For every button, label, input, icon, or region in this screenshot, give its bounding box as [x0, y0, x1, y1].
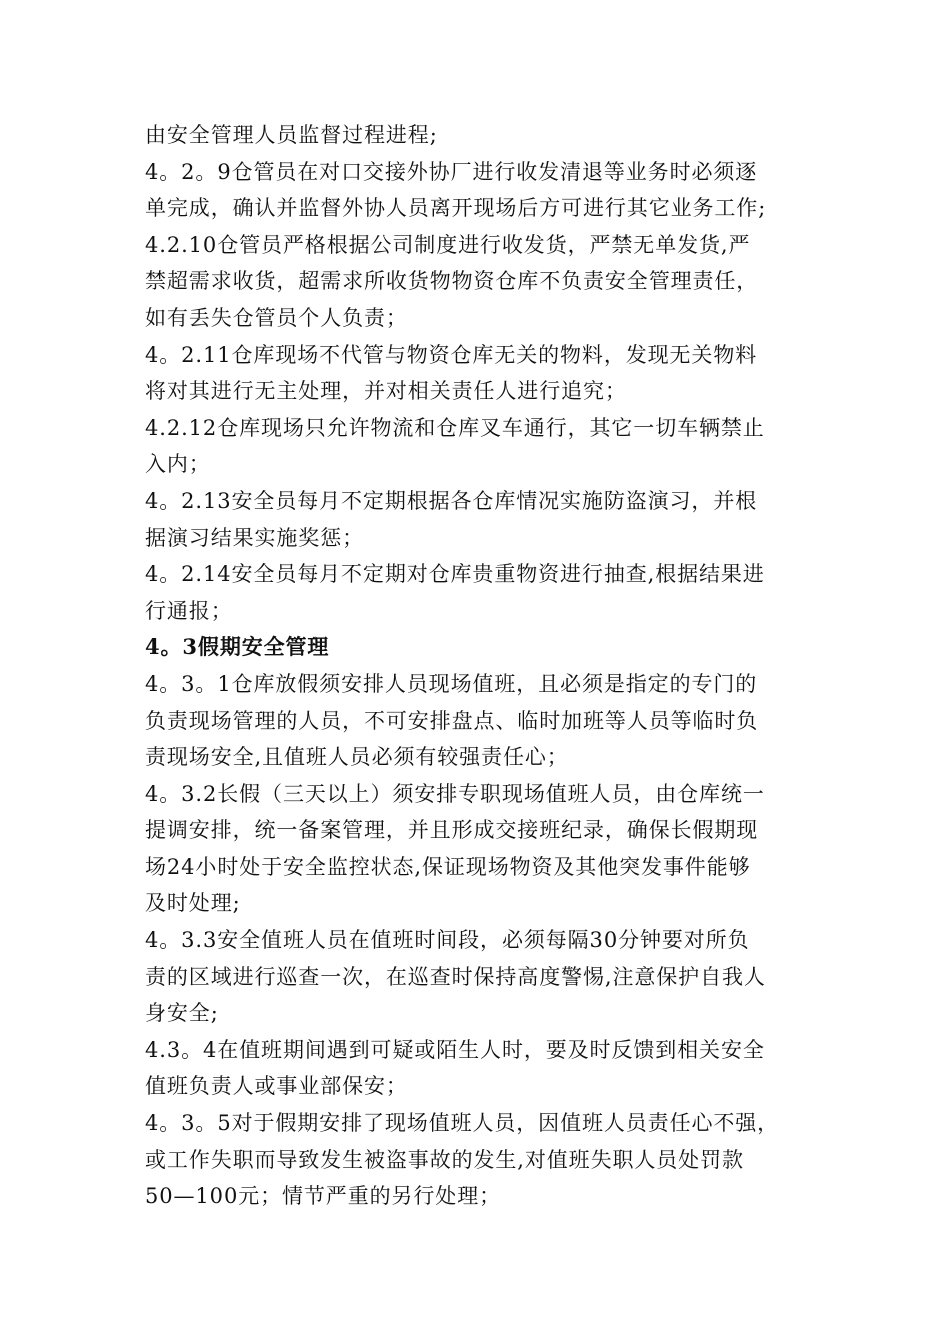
text-line: 提调安排，统一备案管理，并且形成交接班纪录，确保长假期现 — [145, 818, 759, 843]
text-line: 身安全; — [145, 1001, 219, 1026]
text-line: 或工作失职而导致发生被盗事故的发生,对值班失职人员处罚款 — [145, 1147, 744, 1172]
text-line: 责的区域进行巡查一次，在巡查时保持高度警惕,注意保护自我人 — [145, 964, 766, 989]
text-line: 负责现场管理的人员，不可安排盘点、临时加班等人员等临时负 — [145, 708, 759, 733]
text-line: 由安全管理人员监督过程进程; — [145, 123, 438, 147]
text-line: 4。3.3安全值班人员在值班时间段，必须每隔30分钟要对所负 — [145, 928, 750, 953]
text-line: 4。3。5对于假期安排了现场值班人员，因值班人员责任心不强， — [145, 1111, 780, 1136]
text-line: 4。2。9仓管员在对口交接外协厂进行收发清退等业务时必须逐 — [145, 159, 758, 184]
text-line: 行通报； — [145, 598, 233, 623]
text-line: 4。2.14安全员每月不定期对仓库贵重物资进行抽查,根据结果进 — [145, 562, 765, 587]
text-line: 及时处理; — [145, 891, 241, 916]
text-line: 责现场安全,且值班人员必须有较强责任心； — [145, 745, 569, 770]
text-line: 4.3。4在值班期间遇到可疑或陌生人时，要及时反馈到相关安全 — [145, 1037, 765, 1062]
text-line: 将对其进行无主处理，并对相关责任人进行追究； — [145, 379, 627, 404]
text-line: 如有丢失仓管员个人负责； — [145, 305, 408, 330]
text-line: 入内； — [145, 452, 211, 477]
text-line: 4.2.12仓库现场只允许物流和仓库叉车通行，其它一切车辆禁止 — [145, 415, 765, 440]
text-line: 值班负责人或事业部保安； — [145, 1074, 408, 1099]
text-line: 4。3。1仓库放假须安排人员现场值班，且必须是指定的专门的 — [145, 671, 758, 696]
text-line: 4.2.10仓管员严格根据公司制度进行收发货，严禁无单发货,严 — [145, 232, 751, 257]
section-heading: 4。3假期安全管理 — [145, 634, 330, 660]
text-line: 禁超需求收货，超需求所收货物物资仓库不负责安全管理责任， — [145, 269, 759, 294]
text-line: 场24小时处于安全监控状态,保证现场物资及其他突发事件能够 — [145, 854, 751, 879]
text-line: 50—100元；情节严重的另行处理； — [145, 1184, 502, 1209]
text-line: 4。2.11仓库现场不代管与物资仓库无关的物料，发现无关物料 — [145, 342, 758, 367]
text-line: 4。3.2长假（三天以上）须安排专职现场值班人员，由仓库统一 — [145, 781, 765, 806]
text-line: 4。2.13安全员每月不定期根据各仓库情况实施防盗演习，并根 — [145, 488, 758, 513]
text-line: 据演习结果实施奖惩； — [145, 525, 364, 550]
text-line: 单完成，确认并监督外协人员离开现场后方可进行其它业务工作; — [145, 196, 767, 221]
document-body — [145, 117, 815, 1215]
